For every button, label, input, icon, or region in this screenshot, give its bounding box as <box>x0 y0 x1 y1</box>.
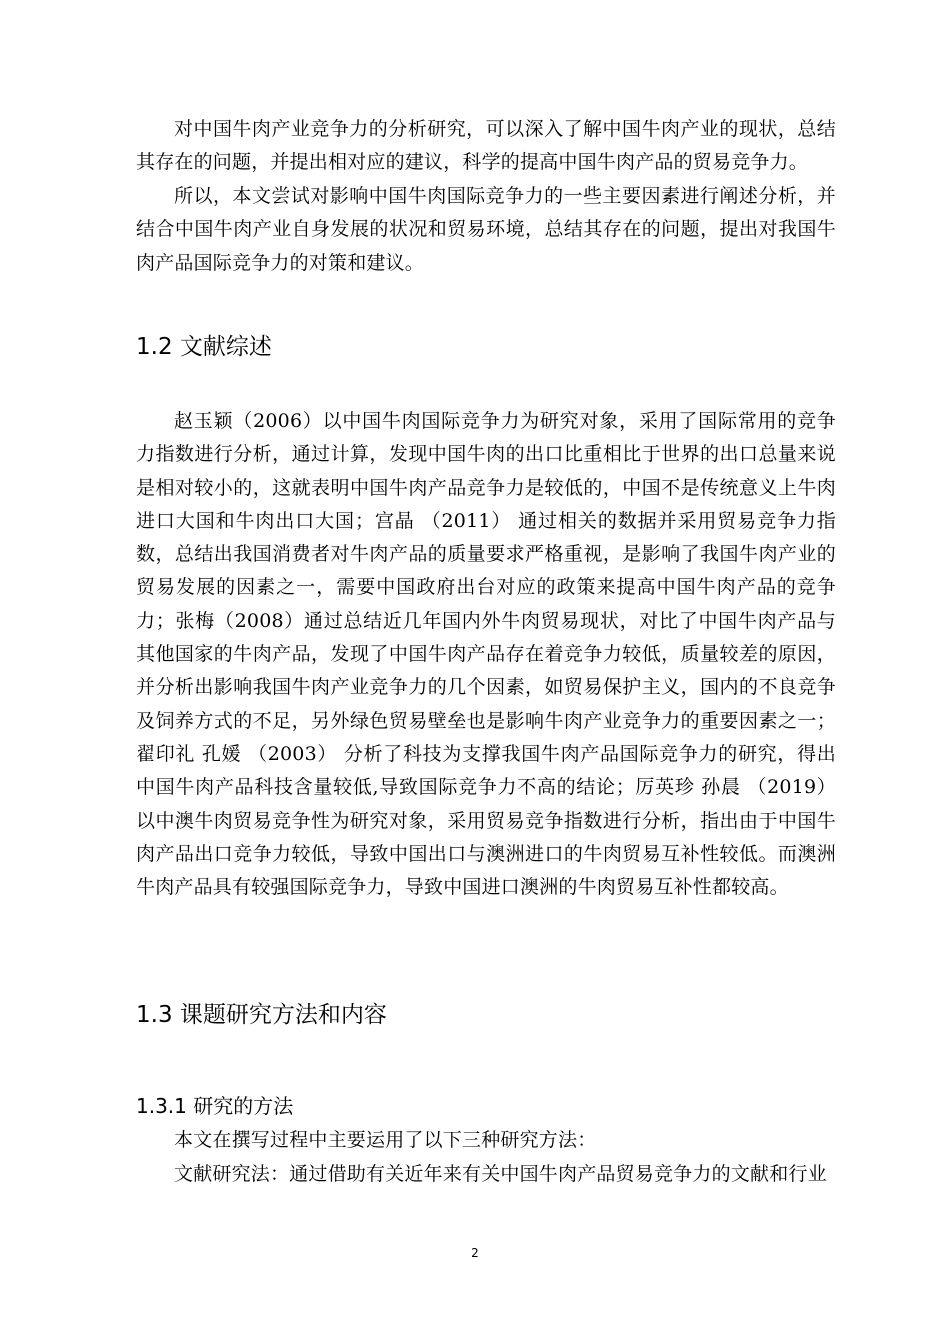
paragraph-literature-method: 文献研究法：通过借助有关近年来有关中国牛肉产品贸易竞争力的文献和行业 <box>174 1163 827 1185</box>
section-heading-literature-review: 1.2 文献综述 <box>136 334 272 360</box>
section-heading-methods-content: 1.3 课题研究方法和内容 <box>136 1002 387 1028</box>
paragraph-literature-review: 赵玉颖（2006）以中国牛肉国际竞争力为研究对象，采用了国际常用的竞争力指数进行分析，通过计算，发现中国牛肉的出口比重相比于世界的出口总量来说是相对较小的，这就表明中国牛肉产品竞争力是较低的，中国不是传统意义上牛肉进口大国和牛肉出口大国；宫晶 （2011） 通过相关的数据并采用贸易竞争力指数，总结出我国消费者对牛肉产品的质量要求严格重视，是影响了我国牛肉产业的贸易发展的因素之一，需要中国政府出台对应的政策来提高中国牛肉产品的竞争力；张梅（2008）通过总结近几年国内外牛肉贸易现状，对比了中国牛肉产品与其他国家的牛肉产品，发现了中国牛肉产品存在着竞争力较低，质量较差的原因，并分析出影响我国牛肉产业竞争力的几个因素，如贸易保护主义，国内的不良竞争及饲养方式的不足，另外绿色贸易壁垒也是影响牛肉产业竞争力的重要因素之一；翟印礼 孔媛 （2003） 分析了科技为支撑我国牛肉产品国际竞争力的研究，得出中国牛肉产品科技含量较低,导致国际竞争力不高的结论；厉英珍 孙晨 （2019） 以中澳牛肉贸易竞争性为研究对象，采用贸易竞争指数进行分析，指出由于中国牛肉产品出口竞争力较低，导致中国出口与澳洲进口的牛肉贸易互补性较低。而澳洲牛肉产品具有较强国际竞争力，导致中国进口澳洲的牛肉贸易互补性都较高。 <box>136 410 836 899</box>
subsection-heading-methods: 1.3.1 研究的方法 <box>136 1094 294 1118</box>
page-number: 2 <box>471 1246 479 1260</box>
paragraph-methods-intro: 本文在撰写过程中主要运用了以下三种研究方法： <box>174 1129 597 1151</box>
paragraph-intro-analysis: 对中国牛肉产业竞争力的分析研究，可以深入了解中国牛肉产业的现状，总结其存在的问题，并提出相对应的建议，科学的提高中国牛肉产品的贸易竞争力。 <box>136 118 836 174</box>
paragraph-intro-purpose: 所以，本文尝试对影响中国牛肉国际竞争力的一些主要因素进行阐述分析，并结合中国牛肉产业自身发展的状况和贸易环境，总结其存在的问题，提出对我国牛肉产品国际竞争力的对策和建议。 <box>136 185 836 274</box>
